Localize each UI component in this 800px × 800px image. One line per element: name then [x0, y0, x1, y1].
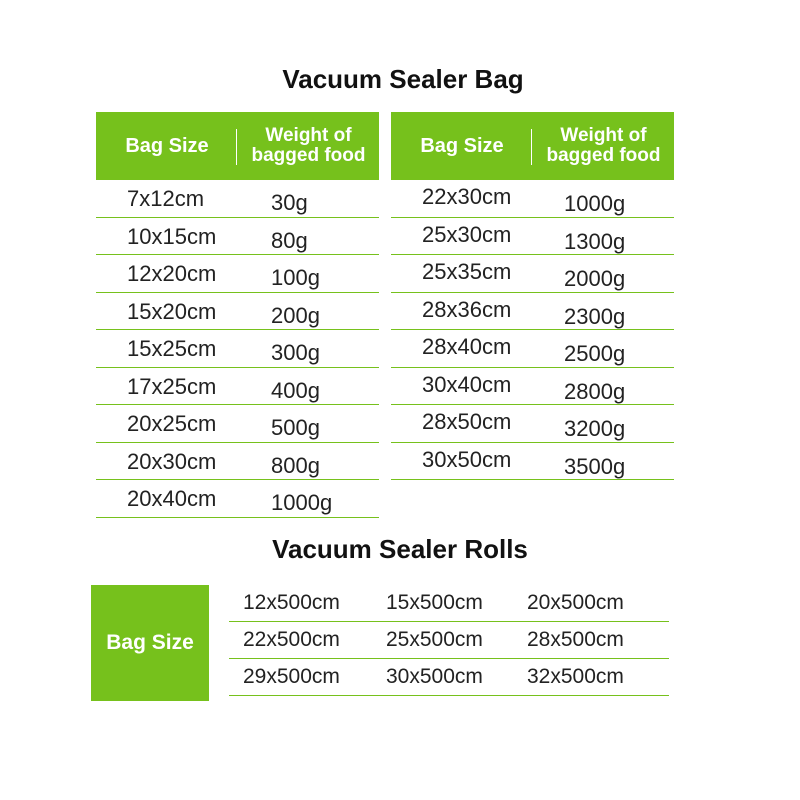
header-bag-size: Bag Size: [420, 134, 504, 157]
rolls-row: [229, 622, 669, 659]
header-divider: [531, 129, 532, 165]
food-weight-cell: 200g: [271, 302, 320, 328]
food-weight-cell: 500g: [271, 415, 320, 440]
bag-size-cell: 10x15cm: [127, 223, 217, 249]
roll-size-cell: 29x500cm: [243, 665, 340, 688]
table-row: [96, 180, 379, 218]
table-header: [391, 112, 674, 180]
food-weight-cell: 300g: [271, 340, 320, 365]
food-weight-cell: 2300g: [564, 303, 626, 329]
bag-size-cell: 12x20cm: [127, 261, 217, 286]
table-body: [96, 180, 379, 518]
bag-size-table-right: [391, 112, 674, 480]
header-weight-line1: Weight of: [265, 125, 352, 146]
table-row: [391, 330, 674, 368]
bag-size-cell: 20x25cm: [127, 411, 217, 436]
bag-size-cell: 25x30cm: [422, 221, 512, 247]
table-row: [96, 255, 379, 293]
bag-size-cell: 22x30cm: [422, 184, 512, 209]
rolls-size-grid: [229, 585, 669, 696]
table-header: [96, 112, 379, 180]
bag-size-table-left: [96, 112, 379, 518]
table-row: [96, 368, 379, 406]
food-weight-cell: 1000g: [271, 490, 333, 515]
bag-size-cell: 15x20cm: [127, 298, 217, 324]
food-weight-cell: 3500g: [564, 453, 626, 479]
food-weight-cell: 3200g: [564, 416, 626, 441]
table-row: [391, 443, 674, 481]
table-row: [96, 330, 379, 368]
bag-size-cell: 28x50cm: [422, 409, 512, 434]
table-row: [391, 405, 674, 443]
bag-size-cell: 30x50cm: [422, 446, 512, 472]
table-row: [96, 293, 379, 331]
table-row: [391, 218, 674, 256]
bag-size-cell: 15x25cm: [127, 336, 217, 361]
rolls-row: [229, 585, 669, 622]
food-weight-cell: 80g: [271, 227, 308, 253]
table-row: [391, 293, 674, 331]
bag-size-cell: 7x12cm: [127, 186, 205, 211]
header-weight: [533, 112, 674, 180]
food-weight-cell: 2000g: [564, 266, 626, 291]
table-row: [96, 443, 379, 481]
food-weight-cell: 100g: [271, 265, 320, 290]
table-row: [391, 180, 674, 218]
bag-size-cell: 17x25cm: [127, 373, 217, 399]
bag-size-cell: 20x40cm: [127, 486, 217, 511]
roll-size-cell: 32x500cm: [527, 665, 624, 688]
food-weight-cell: 1300g: [564, 228, 626, 254]
food-weight-cell: 30g: [271, 190, 308, 215]
roll-size-cell: 20x500cm: [527, 591, 624, 614]
table-row: [96, 218, 379, 256]
header-weight-line1: Weight of: [560, 125, 647, 146]
bag-size-cell: 28x40cm: [422, 334, 512, 359]
food-weight-cell: 1000g: [564, 191, 626, 216]
header-bag-size: Bag Size: [125, 134, 209, 157]
header-weight-line2: bagged food: [251, 145, 366, 166]
bag-size-cell: 25x35cm: [422, 259, 512, 284]
table-row: [96, 480, 379, 518]
roll-size-cell: 28x500cm: [527, 628, 624, 651]
food-weight-cell: 2500g: [564, 341, 626, 366]
roll-size-cell: 15x500cm: [386, 591, 483, 614]
roll-size-cell: 30x500cm: [386, 665, 483, 688]
roll-size-cell: 25x500cm: [386, 628, 483, 651]
food-weight-cell: 800g: [271, 452, 320, 478]
food-weight-cell: 400g: [271, 377, 320, 403]
roll-size-cell: 22x500cm: [243, 628, 340, 651]
header-divider: [236, 129, 237, 165]
header-weight-line2: bagged food: [546, 145, 661, 166]
table-body: [391, 180, 674, 480]
table-row: [391, 368, 674, 406]
header-weight: [238, 112, 379, 180]
bag-section-title: Vacuum Sealer Bag: [282, 64, 524, 94]
table-row: [391, 255, 674, 293]
roll-size-cell: 12x500cm: [243, 591, 340, 614]
table-row: [96, 405, 379, 443]
bag-size-cell: 30x40cm: [422, 371, 512, 397]
bag-size-cell: 28x36cm: [422, 296, 512, 322]
rolls-section-title: Vacuum Sealer Rolls: [272, 534, 528, 564]
food-weight-cell: 2800g: [564, 378, 626, 404]
rolls-row: [229, 659, 669, 696]
rolls-bag-size-label: Bag Size: [91, 585, 209, 701]
bag-size-cell: 20x30cm: [127, 448, 217, 474]
